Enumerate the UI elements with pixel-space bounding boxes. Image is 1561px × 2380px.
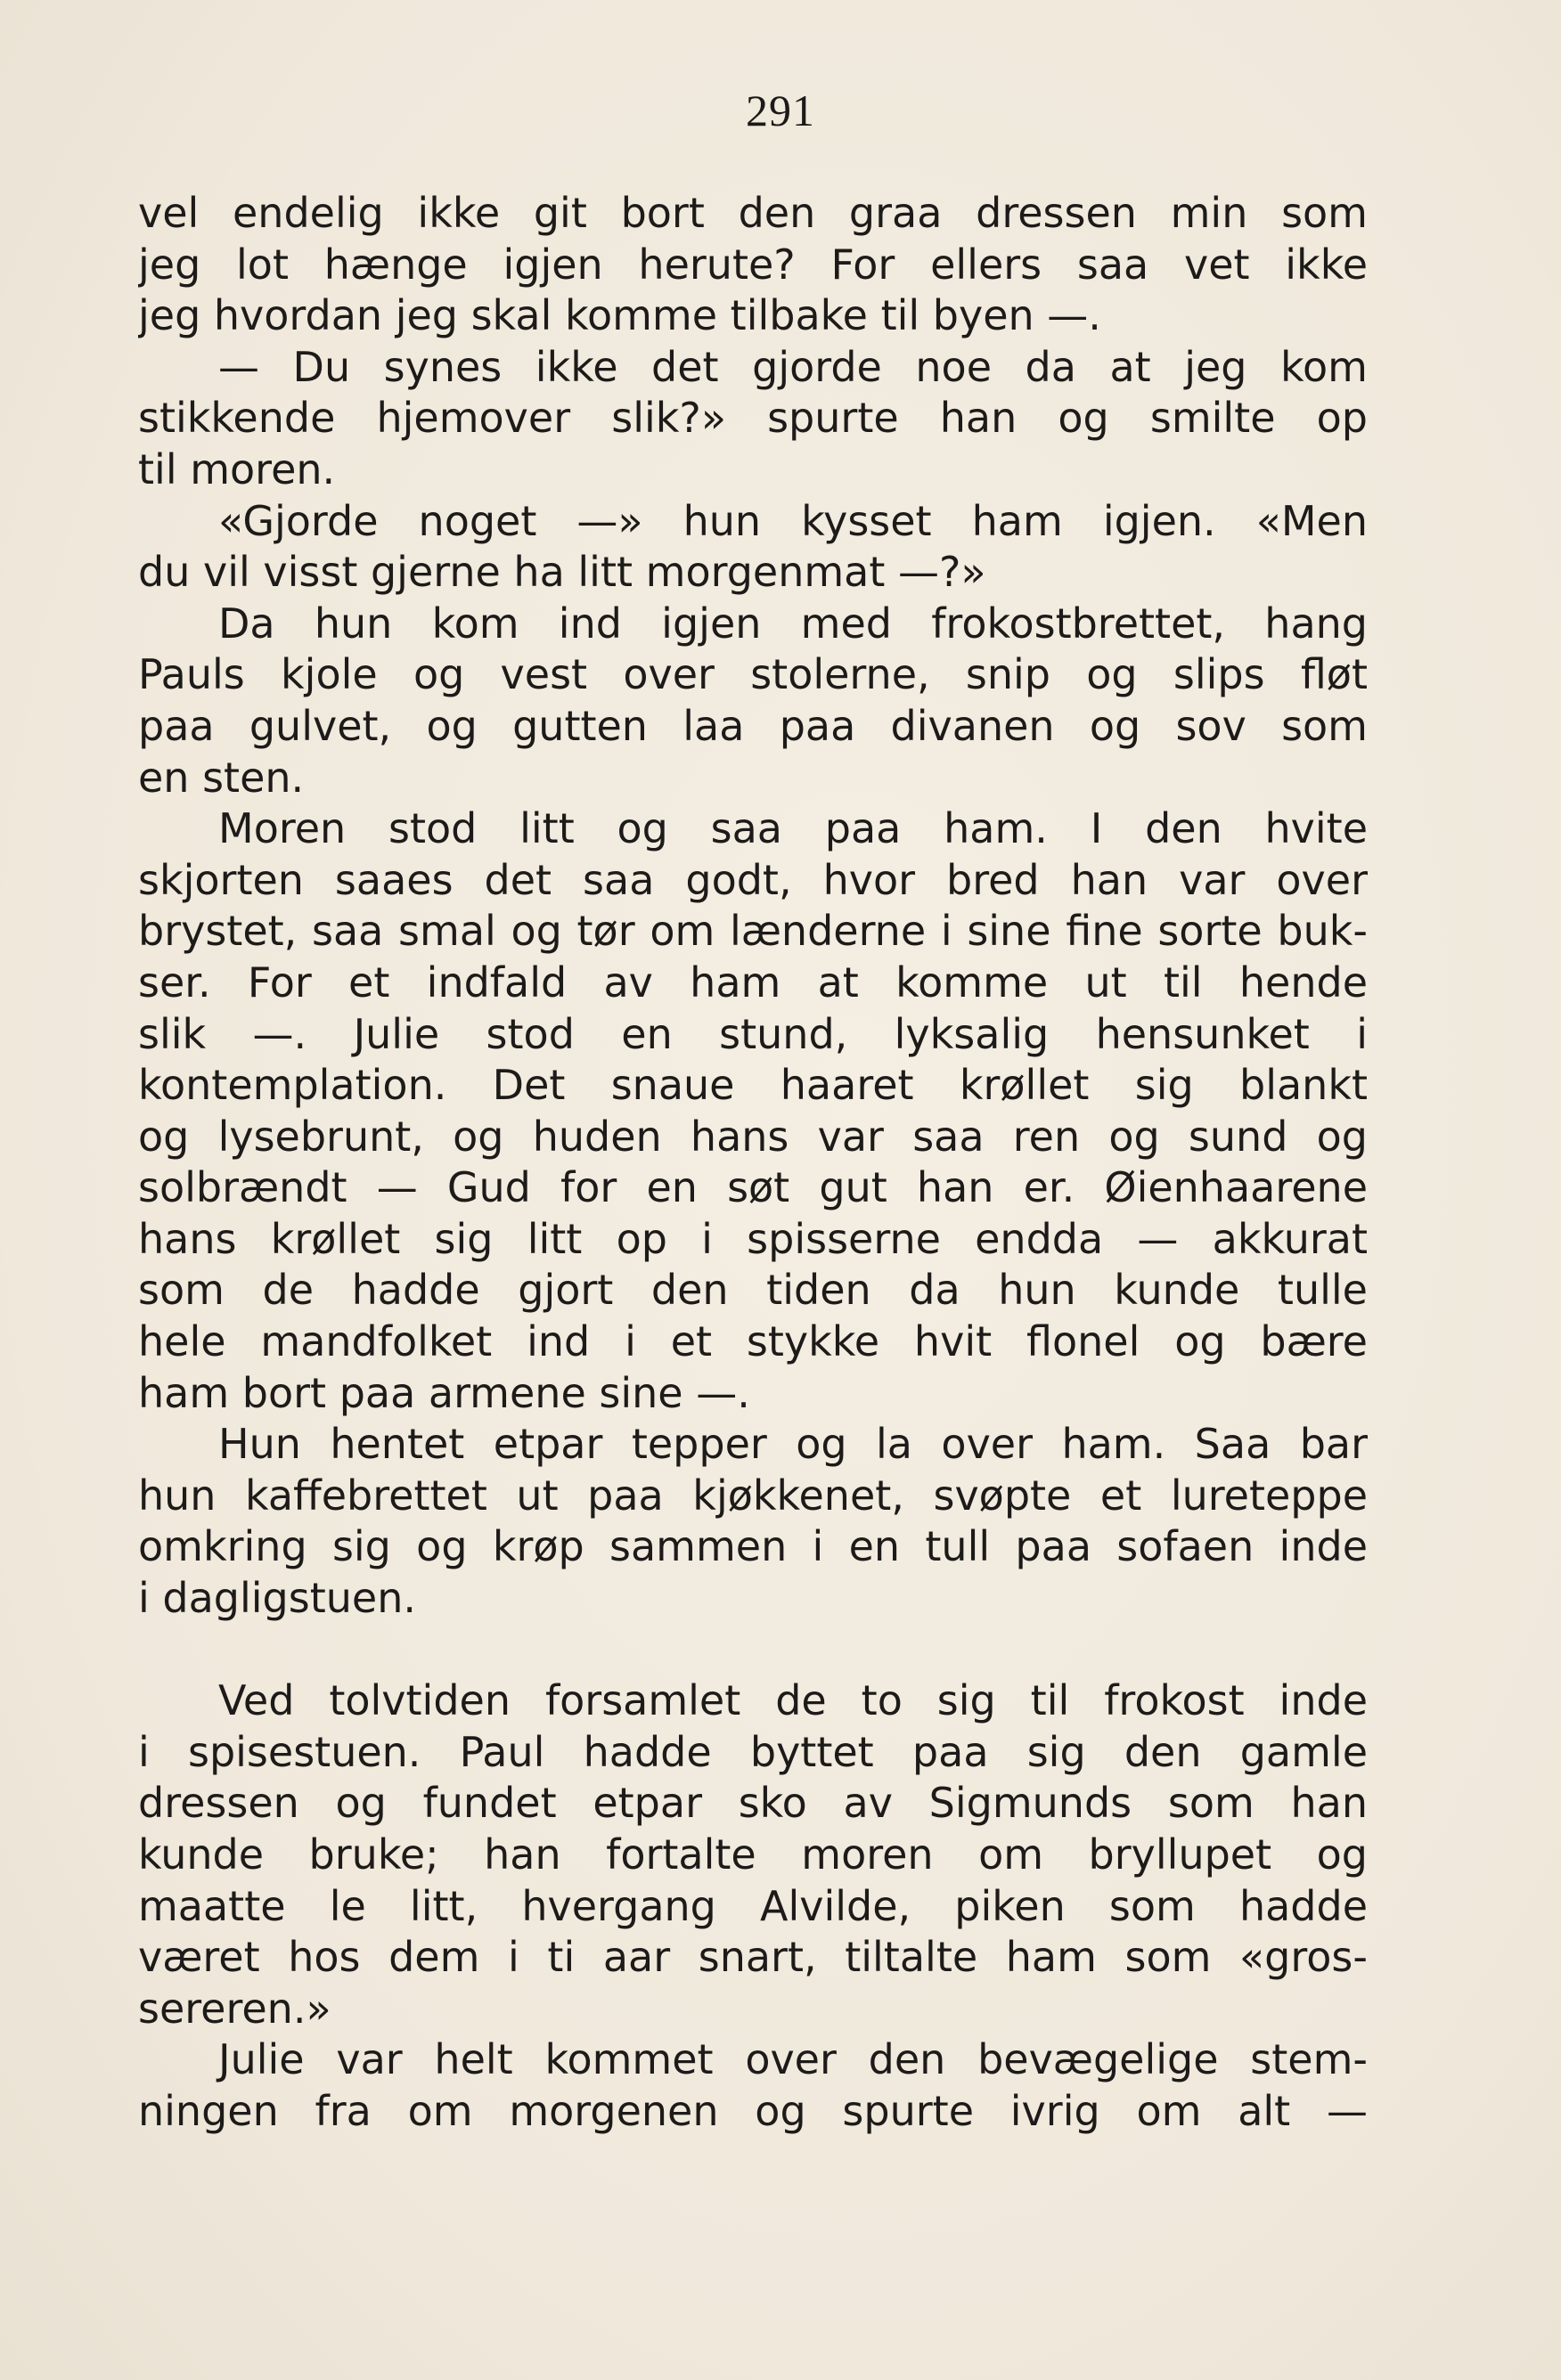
text-line: hans krøllet sig litt op i spisserne endda — akkurat [138,1214,1368,1263]
text-line: paa gulvet, og gutten laa paa divanen og sov som [138,701,1368,750]
text-line: Da hun kom ind igjen med frokostbrettet, hang [218,599,1368,648]
text-line: og lysebrunt, og huden hans var saa ren og sund og [138,1112,1368,1161]
paragraph-break [138,1625,1368,1676]
text-line: i spisestuen. Paul hadde byttet paa sig den gamle [138,1727,1368,1776]
page-number: 291 [746,86,815,135]
text-line: kunde bruke; han fortalte moren om bryllupet og [138,1830,1368,1879]
text-line: Ved tolvtiden forsamlet de to sig til frokost inde [218,1676,1368,1725]
text-line: hele mandfolket ind i et stykke hvit flonel og bære [138,1317,1368,1366]
text-line: solbrændt — Gud for en søt gut han er. Øienhaarene [138,1163,1368,1212]
text-line: — Du synes ikke det gjorde noe da at jeg kom [218,342,1368,391]
text-line: dressen og fundet etpar sko av Sigmunds som han [138,1779,1368,1828]
text-line: maatte le litt, hvergang Alvilde, piken som hadde [138,1881,1368,1930]
text-line: stikkende hjemover slik?» spurte han og smilte op [138,394,1368,443]
text-line: sereren.» [138,1984,331,2033]
text-line: «Gjorde noget —» hun kysset ham igjen. «Men [218,496,1368,545]
text-line: Hun hentet etpar tepper og la over ham. Saa bar [218,1420,1368,1469]
text-line: skjorten saaes det saa godt, hvor bred han var over [138,855,1368,904]
text-line: en sten. [138,753,305,802]
text-line: brystet, saa smal og tør om lænderne i sine fine sorte buk- [138,907,1368,956]
body-text [138,188,1368,2138]
text-line: slik —. Julie stod en stund, lyksalig hensunket i [138,1009,1368,1058]
text-line: Moren stod litt og saa paa ham. I den hvite [218,804,1368,853]
text-line: kontemplation. Det snaue haaret krøllet sig blankt [138,1061,1368,1110]
text-line: du vil visst gjerne ha litt morgenmat —?» [138,548,986,597]
text-line: som de hadde gjort den tiden da hun kunde tulle [138,1266,1368,1315]
text-line: ser. For et indfald av ham at komme ut til hende [138,958,1368,1007]
text-line: været hos dem i ti aar snart, tiltalte ham som «gros- [138,1933,1368,1982]
text-line: ham bort paa armene sine —. [138,1368,750,1417]
text-line: i dagligstuen. [138,1574,416,1623]
text-line: omkring sig og krøp sammen i en tull paa sofaen inde [138,1522,1368,1571]
text-line: til moren. [138,444,336,493]
text-line: ningen fra om morgenen og spurte ivrig om alt — [138,2086,1368,2135]
text-line: jeg lot hænge igjen herute? For ellers saa vet ikke [138,240,1368,289]
text-line: jeg hvordan jeg skal komme tilbake til byen —. [138,291,1101,340]
text-line: Julie var helt kommet over den bevægelige stem- [218,2035,1368,2084]
text-line: hun kaffebrettet ut paa kjøkkenet, svøpte et lureteppe [138,1471,1368,1520]
text-line: vel endelig ikke git bort den graa dressen min som [138,189,1368,237]
text-line: Pauls kjole og vest over stolerne, snip og slips fløt [138,650,1368,699]
